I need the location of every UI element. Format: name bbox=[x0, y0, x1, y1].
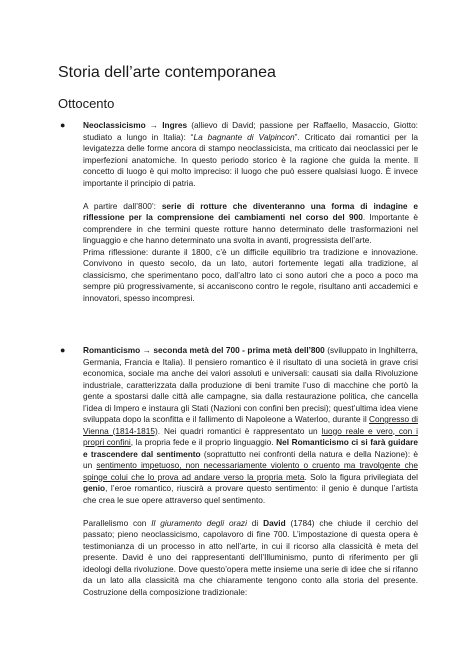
text-span: (soprattutto nei confronti della natura e della Nazione): è un bbox=[83, 448, 418, 470]
text-span: . Nei quadri romantici è rappresentato un bbox=[157, 425, 322, 436]
bullet-neoclassicismo bbox=[58, 120, 418, 304]
underlined-text: sentimento impetuoso, non necessariamente violento o cruento ma travolgente che spinge colui che lo prova ad andare verso la propria meta bbox=[83, 460, 418, 482]
text-span: A partire dall’800’: bbox=[83, 200, 162, 211]
text-span: , l’eroe romantico, riuscirà a provare questo sentimento: il genio è dunque l’artista che crea le sue opere attraverso quel sentimento. bbox=[83, 483, 418, 505]
bullet-dot-icon: ● bbox=[60, 120, 66, 130]
text-span: . Importante è comprendere in che termini queste rotture hanno determinato delle trasformazioni nel linguaggio e che hanno determinato una svolta in avanti, progressista dell’arte. bbox=[83, 212, 418, 245]
text-span: . Solo la figura privilegiata del bbox=[304, 471, 418, 482]
text-span: (sviluppato in Inghilterra, Germania, Francia e Italia). Il pensiero romantico è il risultato di una società in grave crisi economica, sociale ma anche dei valori assoluti e universali: causati sia dalla Rivoluzione industriale, caratterizzata dalla produzione di beni tramite l’uso di macchine che portò la gente a spostarsi dalle città alle campagne, sia dalla restaurazione politica, che cancella l’idea di Impero e instaura gli Stati (Nazioni con confini ben precisi); quest’ultima idea viene sviluppata dopo la sconfitta e il fallimento di Napoleone a Waterloo, durante il bbox=[83, 345, 418, 424]
bullet-romanticismo bbox=[58, 345, 418, 598]
bullet-dot-icon: ● bbox=[60, 345, 66, 355]
text-span: ”. Criticato dai romantici per la levigatezza delle forme ancora di stampo neoclassicista, ma criticato dai neoclassici per le imperfezioni anatomiche. In questo periodo storico è la ragione che guida la mente. Il concetto di luogo è qui molto impreciso: il luogo che può essere qualsiasi luogo. È invece importante il principio di patria. bbox=[83, 131, 418, 188]
underlined-text: luogo reale e vero, con i propri confini bbox=[83, 425, 418, 447]
paragraph bbox=[83, 201, 418, 247]
section-heading: Ottocento bbox=[58, 96, 115, 111]
emphasis: serie di rotture che diventeranno una forma di indagine e riflessione per la comprensione dei cambiamenti nel corso del 900 bbox=[83, 200, 418, 222]
emphasis: Nel Romanticismo ci si farà guidare e trascendere dal sentimento bbox=[83, 437, 418, 459]
artwork-title: La bagnante di Valpincon bbox=[193, 131, 295, 142]
emphasis: David bbox=[263, 517, 286, 528]
text-span: Parallelismo con bbox=[83, 517, 152, 528]
bullet-lead: Neoclassicismo → Ingres bbox=[83, 120, 188, 130]
emphasis: genio bbox=[83, 483, 106, 493]
text-span: (1784) che chiude il cerchio del passato; pieno neoclassicismo, capolavoro di fine 700. L’impostazione di questa opera è testimonianza di un processo in atto nell’arte, in cui il ricorso alla classicità è meta del presente. David è uno dei rappresentanti dell’Illuminismo, punto di riferimento per gli ideologi della rivoluzione. Dove questo’opera mette insieme una serie di idee che si rifanno da un lato alla classicità ma che chiaramente tengono conto alla storia del presente. Costruzione della composizione tradizionale: bbox=[83, 517, 418, 597]
text-span: (allievo di David; passione per Raffaello, Masaccio, Giotto: studiato a lungo in Italia): “ bbox=[83, 120, 418, 142]
document-body bbox=[58, 114, 418, 598]
paragraph bbox=[83, 120, 418, 189]
text-span: di bbox=[246, 517, 264, 528]
bullet-body bbox=[83, 120, 418, 304]
document-title: Storia dell’arte contemporanea bbox=[58, 64, 276, 81]
paragraph: Prima riflessione: durante il 1800, c’è un difficile equilibrio tra tradizione e innovazione. Convivono in questo secolo, da un lato, autori fortemente legati alla tradizione, al classicismo, che sperimentano poco, dall’altro lato ci sono autori che a poco a poco ma sempre più progressivamente, si accaniscono contro le regole, risultano anti accademici e innovatori, spesso incompresi. bbox=[83, 246, 418, 303]
underlined-text: Congresso di Vienna (1814-1815) bbox=[83, 414, 418, 436]
paragraph bbox=[83, 518, 418, 599]
bullet-body bbox=[83, 345, 418, 598]
paragraph bbox=[83, 345, 418, 506]
bullet-lead: Romanticismo → seconda metà del 700 - prima metà dell’800 bbox=[83, 345, 325, 355]
text-span: , la propria fede e il proprio linguaggio. bbox=[130, 437, 277, 447]
artwork-title: Il giuramento degli orazi bbox=[151, 517, 247, 528]
